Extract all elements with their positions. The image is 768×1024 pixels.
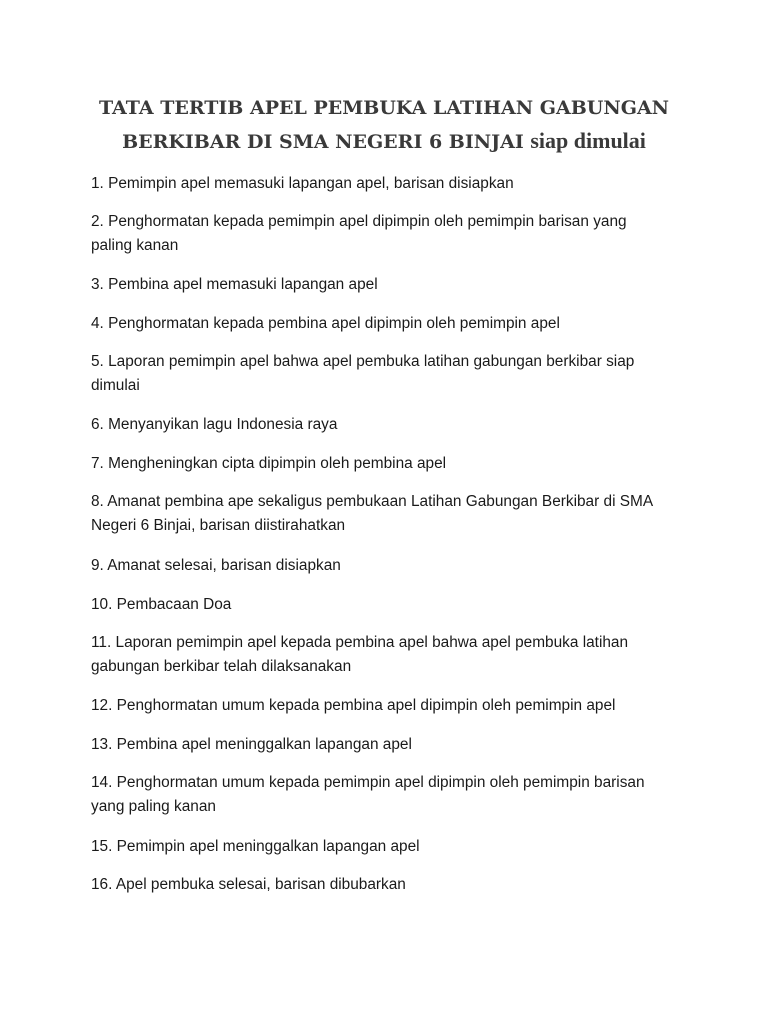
list-item-line: dimulai — [91, 377, 140, 394]
list-item — [91, 452, 691, 476]
list-item-line: 9. Amanat selesai, barisan disiapkan — [91, 557, 341, 574]
document-title-line2-suffix: siap dimulai — [530, 128, 646, 153]
list-item-line: 3. Pembina apel memasuki lapangan apel — [91, 276, 378, 293]
document-title-line1: TATA TERTIB APEL PEMBUKA LATIHAN GABUNGAN — [98, 97, 670, 119]
list-item-line: yang paling kanan — [91, 798, 216, 815]
list-item-line: 11. Laporan pemimpin apel kepada pembina apel bahwa apel pembuka latihan — [91, 634, 629, 651]
list-item-line: 7. Mengheningkan cipta dipimpin oleh pembina apel — [91, 455, 447, 472]
list-item — [91, 490, 691, 538]
list-item — [91, 593, 691, 617]
document-title-line2 — [60, 127, 708, 156]
list-item-line: 16. Apel pembuka selesai, barisan dibubarkan — [91, 876, 406, 893]
list-item-line: 10. Pembacaan Doa — [91, 596, 232, 613]
list-item-line: Negeri 6 Binjai, barisan diistirahatkan — [91, 517, 346, 534]
list-item-line: 14. Penghormatan umum kepada pemimpin apel dipimpin oleh pemimpin barisan — [91, 774, 645, 791]
list-item — [91, 835, 691, 859]
list-item — [91, 873, 691, 897]
list-item — [91, 771, 691, 819]
list-item — [91, 172, 691, 196]
list-item-line: 15. Pemimpin apel meninggalkan lapangan apel — [91, 838, 420, 855]
list-item — [91, 350, 691, 398]
list-item — [91, 312, 691, 336]
list-item-line: 6. Menyanyikan lagu Indonesia raya — [91, 416, 338, 433]
list-item — [91, 554, 691, 578]
document-title-line2-main: BERKIBAR DI SMA NEGERI 6 BINJAI — [122, 131, 524, 153]
list-item-line: 13. Pembina apel meninggalkan lapangan apel — [91, 736, 412, 753]
list-item — [91, 631, 691, 679]
list-item — [91, 413, 691, 437]
list-item-line: paling kanan — [91, 237, 179, 254]
list-item-line: 4. Penghormatan kepada pembina apel dipimpin oleh pemimpin apel — [91, 315, 560, 332]
list-item-line: 1. Pemimpin apel memasuki lapangan apel, barisan disiapkan — [91, 175, 514, 192]
list-item — [91, 210, 691, 258]
list-item — [91, 273, 691, 297]
list-item — [91, 694, 691, 718]
list-item-line: gabungan berkibar telah dilaksanakan — [91, 658, 352, 675]
list-item-line: 2. Penghormatan kepada pemimpin apel dipimpin oleh pemimpin barisan yang — [91, 213, 627, 230]
list-item-line: 8. Amanat pembina ape sekaligus pembukaan Latihan Gabungan Berkibar di SMA — [91, 493, 654, 510]
list-item-line: 12. Penghormatan umum kepada pembina apel dipimpin oleh pemimpin apel — [91, 697, 616, 714]
list-item-line: 5. Laporan pemimpin apel bahwa apel pembuka latihan gabungan berkibar siap — [91, 353, 635, 370]
list-item — [91, 733, 691, 757]
